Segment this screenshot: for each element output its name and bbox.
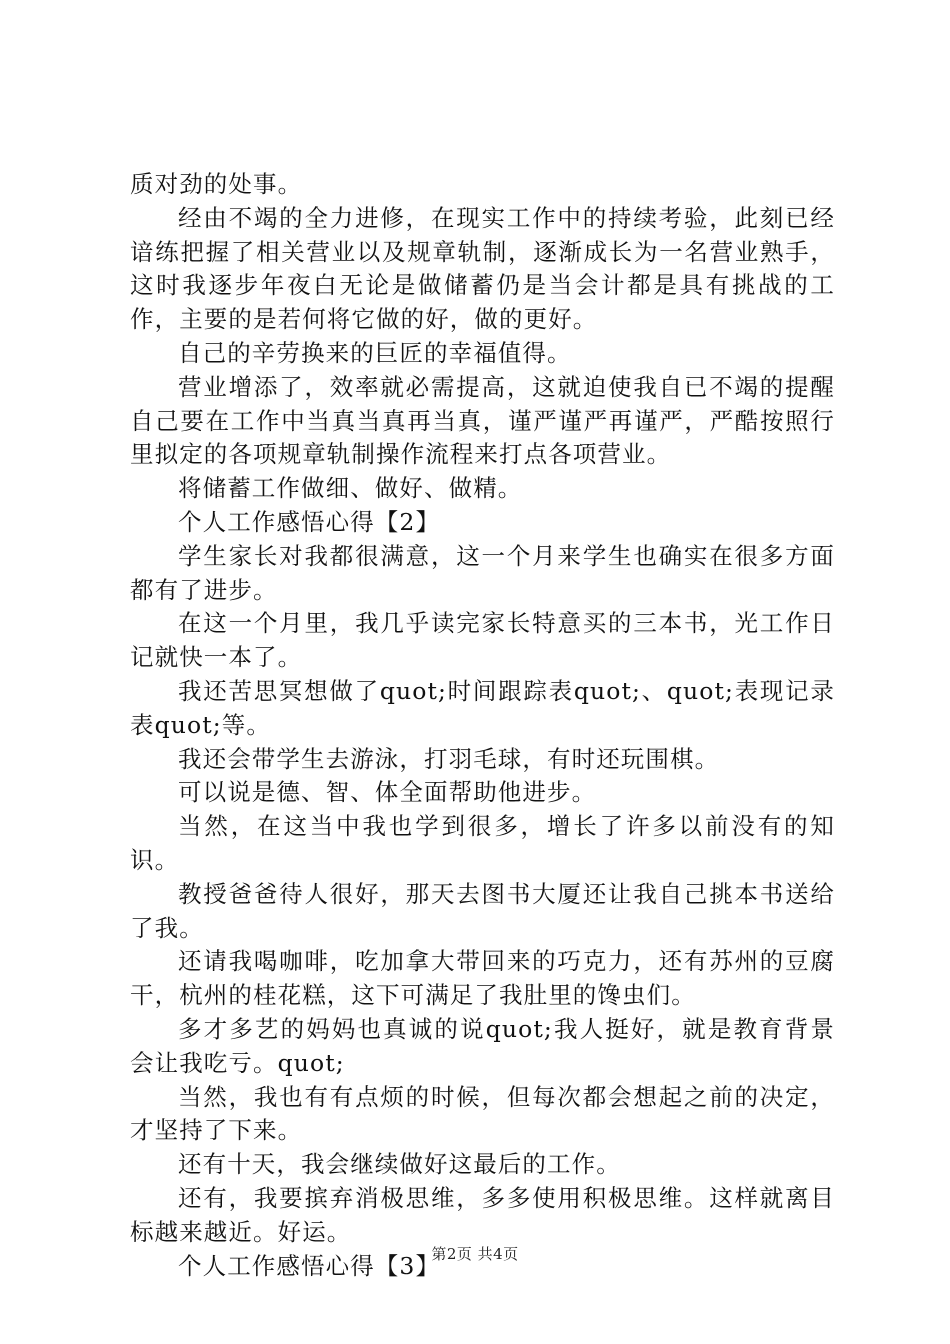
paragraph: 在这一个月里，我几乎读完家长特意买的三本书，光工作日记就快一本了。: [130, 609, 835, 672]
paragraph: 我还会带学生去游泳，打羽毛球，有时还玩围棋。: [178, 744, 720, 773]
section-heading: 个人工作感悟心得【3】: [178, 1251, 441, 1280]
paragraph: 可以说是德、智、体全面帮助他进步。: [178, 778, 597, 807]
paragraph: 当然，我也有有点烦的时候，但每次都会想起之前的决定，才坚持了下来。: [130, 1082, 835, 1145]
paragraph: 自己的辛劳换来的巨匠的幸福值得。: [178, 338, 572, 367]
paragraph: 还有，我要摈弃消极思维，多多使用积极思维。这样就离目标越来越近。好运。: [130, 1183, 835, 1246]
paragraph: 还请我喝咖啡，吃加拿大带回来的巧克力，还有苏州的豆腐干，杭州的桂花糕，这下可满足了我肚里的馋虫们。: [130, 947, 835, 1010]
section-heading: 个人工作感悟心得【2】: [178, 507, 441, 536]
paragraph: 经由不竭的全力进修，在现实工作中的持续考验，此刻已经谙练把握了相关营业以及规章轨制，逐渐成长为一名营业熟手，这时我逐步年夜白无论是做储蓄仍是当会计都是具有挑战的工作，主要的是若何将它做的好，做的更好。: [130, 203, 835, 334]
paragraph: 多才多艺的妈妈也真诚的说quot;我人挺好，就是教育背景会让我吃亏。quot;: [130, 1014, 835, 1077]
paragraph: 将储蓄工作做细、做好、做精。: [178, 474, 523, 503]
paragraph: 当然，在这当中我也学到很多，增长了许多以前没有的知识。: [130, 812, 835, 874]
paragraph: 教授爸爸待人很好，那天去图书大厦还让我自己挑本书送给了我。: [130, 879, 835, 942]
paragraph: 我还苦思冥想做了quot;时间跟踪表quot;、quot;表现记录表quot;等。: [130, 676, 835, 739]
paragraph: 营业增添了，效率就必需提高，这就迫使我自已不竭的提醒自己要在工作中当真当真再当真，谨严谨严再谨严，严酷按照行里拟定的各项规章轨制操作流程来打点各项营业。: [130, 372, 835, 469]
paragraph: 还有十天，我会继续做好这最后的工作。: [178, 1150, 621, 1179]
page-number-footer: 第2页 共4页: [431, 1245, 519, 1263]
document-body: [130, 168, 835, 1283]
paragraph: 学生家长对我都很满意，这一个月来学生也确实在很多方面都有了进步。: [130, 541, 835, 604]
paragraph: 质对劲的处事。: [130, 170, 303, 198]
